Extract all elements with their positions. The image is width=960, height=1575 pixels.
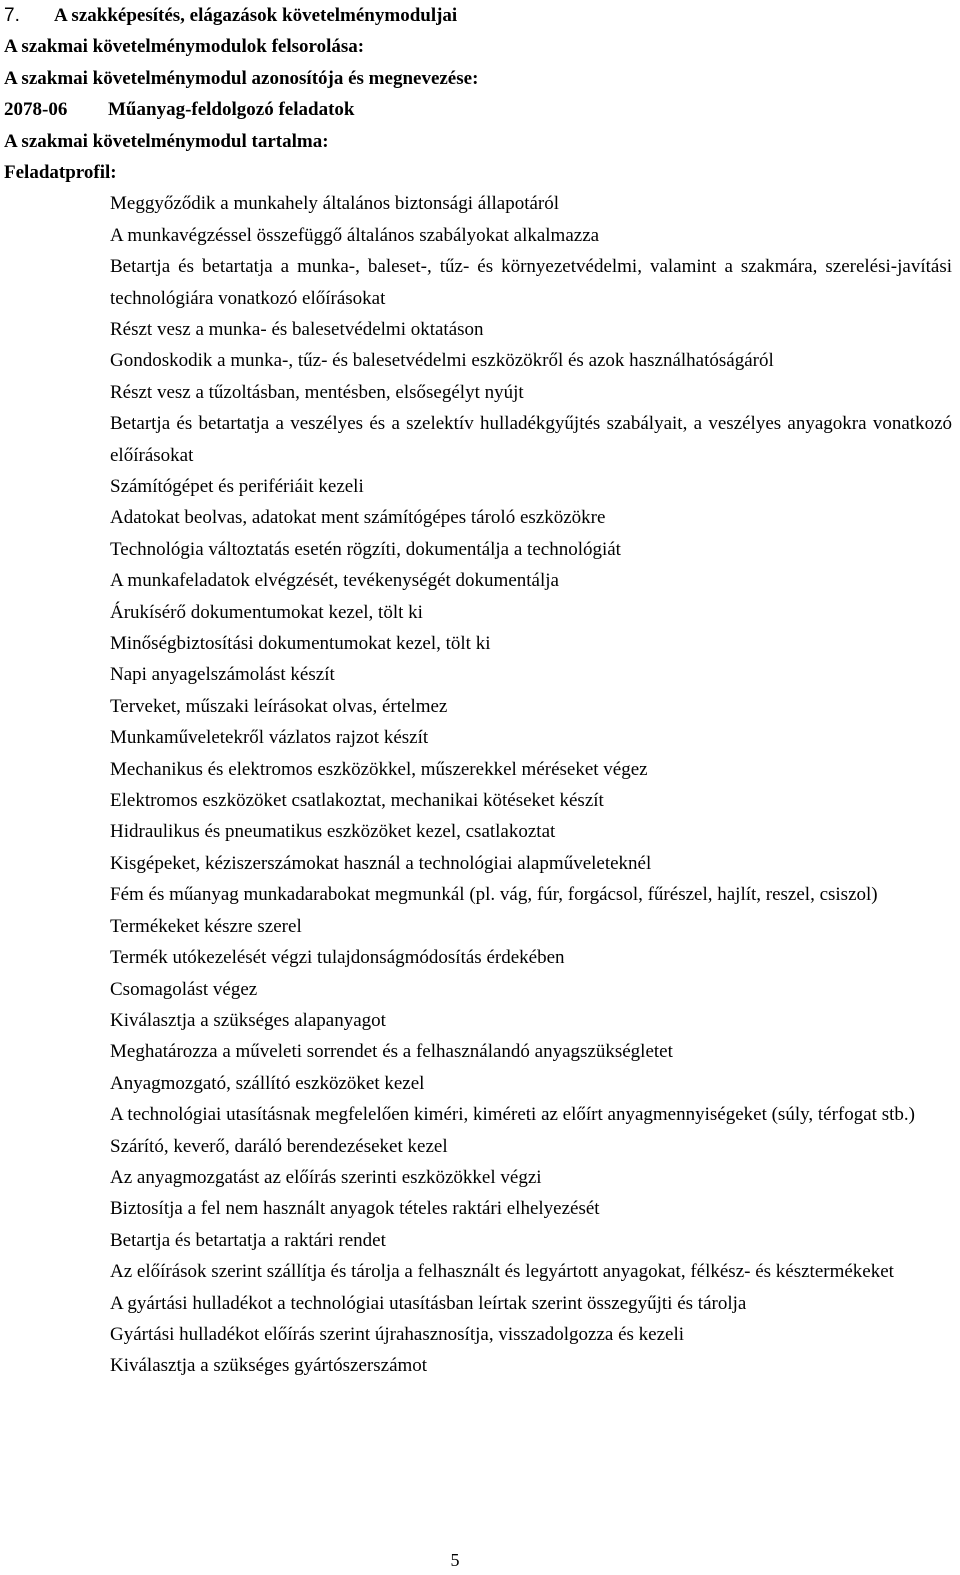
- task-item: Kiválasztja a szükséges alapanyagot: [110, 1009, 386, 1031]
- module-content-title: A szakmai követelménymodul tartalma:: [4, 130, 329, 152]
- task-item: Az előírások szerint szállítja és tárolja a felhasznált és legyártott anyagokat, félkész- és késztermékeket: [110, 1261, 894, 1283]
- task-item: Meghatározza a műveleti sorrendet és a felhasználandó anyagszükségletet: [110, 1041, 673, 1063]
- task-item: Biztosítja a fel nem használt anyagok tételes raktári elhelyezését: [110, 1198, 600, 1220]
- task-item: Betartja és betartatja a munka-, baleset-, tűz- és környezetvédelmi, valamint a szakmára, szerelési-javítási technológiára vonatkozó előírásokat: [110, 256, 952, 309]
- task-item: Elektromos eszközöket csatlakoztat, mechanikai kötéseket készít: [110, 790, 604, 812]
- task-item: Adatokat beolvas, adatokat ment számítógépes tároló eszközökre: [110, 507, 606, 529]
- task-item: Betartja és betartatja a raktári rendet: [110, 1229, 386, 1251]
- task-item: Gyártási hulladékot előírás szerint újrahasznosítja, visszadolgozza és kezeli: [110, 1323, 685, 1345]
- task-item: Napi anyagelszámolást készít: [110, 664, 335, 686]
- module-list-title: A szakmai követelménymodulok felsorolása:: [4, 36, 365, 58]
- task-item: A technológiai utasításnak megfelelően kiméri, kiméreti az előírt anyagmennyiségeket (súly, térfogat stb.): [110, 1104, 915, 1126]
- task-item: A munkavégzéssel összefüggő általános szabályokat alkalmazza: [110, 224, 600, 246]
- task-item: Részt vesz a munka- és balesetvédelmi oktatáson: [110, 318, 484, 340]
- task-item: Hidraulikus és pneumatikus eszközöket kezel, csatlakoztat: [110, 821, 556, 843]
- task-item: Szárító, keverő, daráló berendezéseket kezel: [110, 1135, 448, 1157]
- task-item: Az anyagmozgatást az előírás szerinti eszközökkel végzi: [110, 1166, 542, 1188]
- task-item: Termékeket készre szerel: [110, 915, 302, 937]
- task-item: Technológia változtatás esetén rögzíti, dokumentálja a technológiát: [110, 538, 621, 560]
- task-item: A gyártási hulladékot a technológiai utasításban leírtak szerint összegyűjti és tárolja: [110, 1292, 747, 1314]
- module-identifier: [4, 94, 960, 125]
- task-item: Minőségbiztosítási dokumentumokat kezel, tölt ki: [110, 633, 491, 655]
- task-item: Fém és műanyag munkadarabokat megmunkál (pl. vág, fúr, forgácsol, fűrészel, hajlít, reszel, csiszol): [110, 884, 878, 906]
- page-number: 5: [450, 1550, 460, 1570]
- task-item: Munkaműveletekről vázlatos rajzot készít: [110, 727, 429, 749]
- section-number: 7.: [4, 5, 20, 26]
- module-id-title: A szakmai követelménymodul azonosítója és megnevezése:: [4, 67, 479, 89]
- task-profile-title: Feladatprofil:: [4, 161, 117, 183]
- module-name: Műanyag-feldolgozó feladatok: [108, 99, 355, 121]
- module-code: 2078-06: [4, 99, 68, 121]
- task-item: Csomagolást végez: [110, 978, 258, 1000]
- section-title: A szakképesítés, elágazások követelménymoduljai: [54, 5, 458, 26]
- task-item: Anyagmozgató, szállító eszközöket kezel: [110, 1072, 425, 1094]
- task-item: Számítógépet és perifériáit kezeli: [110, 476, 364, 497]
- task-item: Kiválasztja a szükséges gyártószerszámot: [110, 1355, 428, 1377]
- task-item: Kisgépeket, kéziszerszámokat használ a technológiai alapműveleteknél: [110, 852, 652, 874]
- task-item: Betartja és betartatja a veszélyes és a szelektív hulladékgyűjtés szabályait, a veszélyes anyagokra vonatkozó előírásokat: [110, 413, 952, 466]
- task-item: Meggyőződik a munkahely általános biztonsági állapotáról: [110, 193, 560, 215]
- task-item: Terveket, műszaki leírásokat olvas, értelmez: [110, 695, 448, 717]
- section-heading: [4, 0, 960, 31]
- task-item: Termék utókezelését végzi tulajdonságmódosítás érdekében: [110, 947, 565, 969]
- task-item: Részt vesz a tűzoltásban, mentésben, elsősegélyt nyújt: [110, 381, 524, 403]
- task-list: [110, 188, 952, 1381]
- task-item: Mechanikus és elektromos eszközökkel, műszerekkel méréseket végez: [110, 758, 648, 780]
- task-item: Gondoskodik a munka-, tűz- és balesetvédelmi eszközökről és azok használhatóságáról: [110, 350, 774, 372]
- task-item: Árukísérő dokumentumokat kezel, tölt ki: [110, 601, 423, 623]
- task-item: A munkafeladatok elvégzését, tevékenységét dokumentálja: [110, 570, 559, 592]
